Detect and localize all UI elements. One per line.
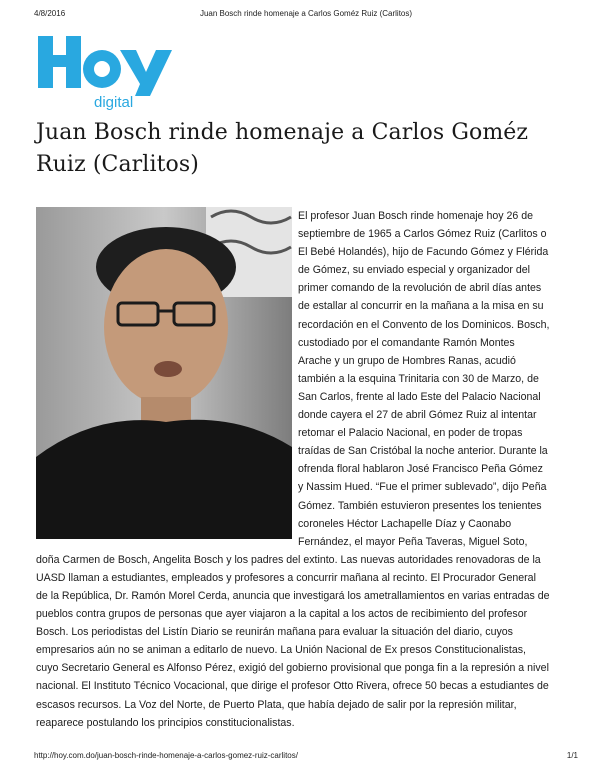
hoy-digital-logo-graphic	[36, 34, 176, 110]
print-footer	[34, 751, 578, 763]
article-title: Juan Bosch rinde homenaje a Carlos Goméz Ruiz (Carlitos)	[36, 120, 529, 177]
print-url[interactable]: http://hoy.com.do/juan-bosch-rinde-homenaje-a-carlos-gomez-ruiz-carlitos/	[34, 751, 298, 760]
article-paragraph: El profesor Juan Bosch rinde homenaje hoy 26 de septiembre de 1965 a Carlos Gómez Ruiz (Carlitos o El Bebé Holandés), hijo de Facundo Gómez y Flérida de Gómez, su enviado especial y organizador del primer comando de la revolución de abril días antes de estallar al concurrir en la mañana a la misa en su recordación en el Convento de los Dominicos. Bosch, custodiado por el comandante Ramón Montes Arache y un grupo de Hombres Ranas, acudió también a la esquina Trinitaria con 30 de Marzo, de San Carlos, frente al lado Este del Palacio Nacional donde cayera el 27 de abril Gómez Ruiz al intentar retomar el Palacio Nacional, en poder de tropas traídas de San Cristóbal la noche anterior. Durante la ofrenda floral hablaron José Francisco Peña Gómez y Nassim Hued. “Fue el primer sublevado”, dijo Peña Gómez. También estuvieron presentes los tenientes coroneles Héctor Lachapelle Díaz y Caonabo Fernández, el mayor Peña Taveras, Miguel Soto, doña Carmen de Bosch, Angelita Bosch y los padres del extinto. Las nuevas autoridades renovadoras de la UASD llaman a estudiantes, empleados y profesores a concurrir mañana al recinto. El Procurador General de la República, Dr. Ramón Morel Cerda, anuncia que investigará los ametrallamientos en varias entradas de pueblos contra grupos de personas que ayer viajaron a la capital a los actos de recibimiento del profesor Bosch. Los periodistas del Listín Diario se reunirán mañana para evaluar la situación del diario, cuyos empresarios aún no se animan a editarlo de nuevo. La Unión Nacional de Ex presos Constitucionalistas, cuyo Secretario General es Alfonso Pérez, exigió del gobierno provisional que ponga fin a la represión a nivel nacional. El Instituto Técnico Vocacional, que dirige el profesor Otto Rivera, ofrece 50 becas a estudiantes de escasos recursos. La Voz del Norte, de Puerto Plata, que había dejado de salir por la represión militar, reaparece postulando los principios constitucionalistas.	[36, 210, 550, 729]
photo-spacer	[36, 207, 298, 539]
page-number: 1/1	[566, 751, 578, 760]
print-date: 4/8/2016	[34, 9, 66, 18]
print-header	[34, 9, 578, 21]
article-body	[36, 207, 550, 732]
hoy-digital-logo[interactable]	[36, 34, 176, 110]
print-page-title: Juan Bosch rinde homenaje a Carlos Goméz Ruiz (Carlitos)	[199, 9, 413, 18]
logo-subtitle: digital	[94, 94, 134, 110]
